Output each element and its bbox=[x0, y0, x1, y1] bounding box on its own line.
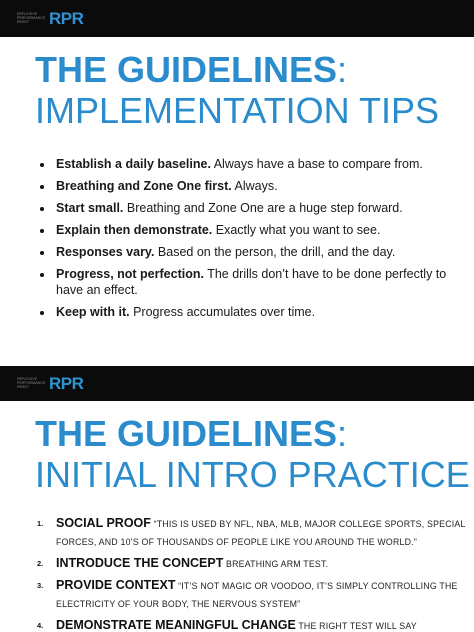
brand-tagline: REFLEXIVE PERFORMANCE RESET bbox=[17, 12, 46, 24]
bullet-dot-icon bbox=[40, 251, 44, 255]
list-item bbox=[40, 223, 460, 239]
tip-bold: Keep with it. bbox=[56, 304, 130, 319]
bullet-dot-icon bbox=[40, 229, 44, 233]
list-item bbox=[40, 179, 460, 195]
step-number: 3. bbox=[37, 581, 44, 590]
list-item bbox=[40, 245, 460, 261]
slide-initial-intro-practice bbox=[0, 366, 474, 632]
slide-subtitle: IMPLEMENTATION TIPS bbox=[35, 90, 440, 131]
slide-title bbox=[35, 50, 347, 90]
list-item bbox=[40, 305, 460, 321]
step-heading: PROVIDE CONTEXT bbox=[56, 578, 176, 592]
tip-bold: Start small. bbox=[56, 201, 124, 215]
step-number: 2. bbox=[37, 559, 44, 568]
tip-text: Exactly what you want to see. bbox=[212, 223, 381, 237]
title-text: THE GUIDELINES bbox=[35, 413, 338, 454]
tip-text: Always have a base to compare from. bbox=[210, 157, 423, 171]
bullet-dot-icon bbox=[40, 311, 44, 315]
step-heading: INTRODUCE THE CONCEPT bbox=[56, 556, 224, 570]
tip-bold: Breathing and Zone One first. bbox=[56, 179, 232, 193]
bullet-dot-icon bbox=[40, 163, 44, 167]
slide-header-bar bbox=[0, 0, 474, 37]
step-heading: DEMONSTRATE MEANINGFUL CHANGE bbox=[56, 618, 296, 632]
step-number: 4. bbox=[37, 621, 44, 630]
rpr-logo: RPR bbox=[49, 374, 84, 393]
step-number: 1. bbox=[37, 519, 44, 528]
bullet-dot-icon bbox=[40, 273, 44, 277]
slide-subtitle: INITIAL INTRO PRACTICE bbox=[35, 454, 470, 495]
step-heading: SOCIAL PROOF bbox=[56, 516, 151, 530]
step-text: “THIS IS USED BY NFL, NBA, MLB, MAJOR COLLEGE SPORTS, SPECIAL FORCES, AND 10’S OF THOUSANDS OF PEOPLE LIKE YOU AROUND THE WORLD.” bbox=[56, 519, 466, 547]
bullet-dot-icon bbox=[40, 207, 44, 211]
tip-text: Always. bbox=[231, 179, 278, 193]
tip-text: Based on the person, the drill, and the day. bbox=[154, 245, 396, 259]
list-item bbox=[37, 616, 467, 632]
title-colon: : bbox=[337, 49, 348, 90]
practice-steps-list bbox=[37, 514, 467, 632]
step-text: BREATHING ARM TEST. bbox=[223, 559, 329, 569]
tip-bold: Establish a daily baseline. bbox=[56, 157, 211, 171]
slide-header-bar bbox=[0, 366, 474, 401]
tip-bold: Responses vary. bbox=[56, 245, 155, 259]
step-text: THE RIGHT TEST WILL SAY bbox=[295, 621, 417, 631]
list-item bbox=[40, 201, 460, 217]
list-item bbox=[37, 576, 467, 612]
tip-bold: Progress, not perfection. bbox=[56, 267, 204, 281]
tip-text: Breathing and Zone One are a huge step forward. bbox=[123, 201, 403, 215]
list-item bbox=[40, 157, 460, 173]
bullet-dot-icon bbox=[40, 185, 44, 189]
title-text: THE GUIDELINES bbox=[35, 49, 338, 90]
tip-text: The drills don’t have to be done perfectly to have an effect. bbox=[56, 267, 447, 297]
list-item bbox=[37, 554, 467, 572]
list-item bbox=[37, 514, 467, 550]
tip-text: Progress accumulates over time. bbox=[129, 304, 316, 319]
slide-separator bbox=[0, 352, 474, 366]
tips-list bbox=[40, 157, 460, 327]
list-item bbox=[40, 267, 460, 298]
slide-title bbox=[35, 414, 347, 454]
title-colon: : bbox=[337, 413, 348, 454]
tip-bold: Explain then demonstrate. bbox=[56, 223, 213, 237]
step-text: “IT’S NOT MAGIC OR VOODOO, IT’S SIMPLY CONTROLLING THE ELECTRICITY OF YOUR BODY, THE NERVOUS SYSTEM” bbox=[56, 581, 458, 609]
brand-tagline: REFLEXIVE PERFORMANCE RESET bbox=[17, 377, 46, 389]
rpr-logo: RPR bbox=[49, 9, 84, 28]
